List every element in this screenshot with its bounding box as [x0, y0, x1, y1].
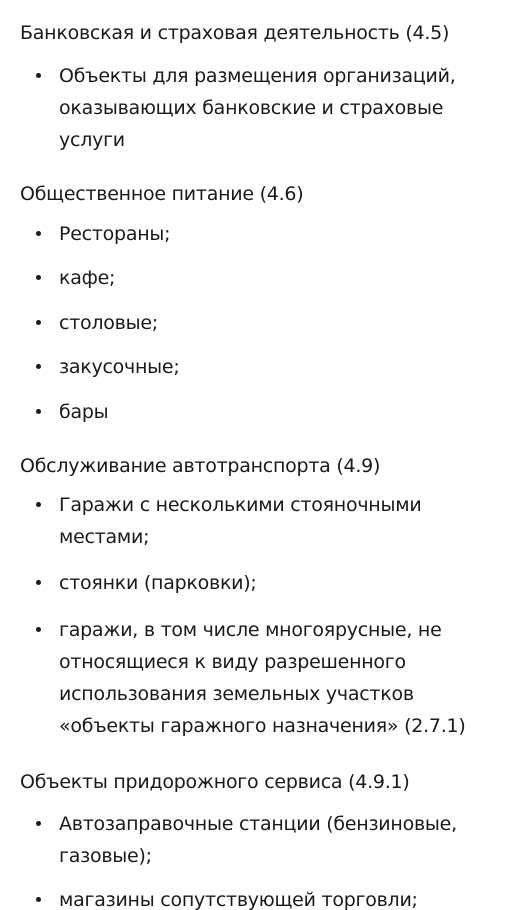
list-item-text: бары — [59, 401, 109, 423]
list-item-text: магазины сопутствующей торговли; — [59, 889, 418, 910]
bullet-icon — [36, 73, 41, 78]
list-item-text: Гаражи с несколькими стояночными местами; — [59, 494, 422, 548]
bullet-icon — [36, 320, 41, 325]
bullet-icon — [36, 231, 41, 236]
bullet-icon — [36, 627, 41, 632]
bullet-icon — [36, 821, 41, 826]
list-item-text: столовые; — [59, 312, 158, 334]
bullet-icon — [36, 580, 41, 585]
section-heading: Объекты придорожного сервиса (4.9.1) — [20, 771, 410, 793]
section-heading: Банковская и страховая деятельность (4.5) — [20, 22, 450, 44]
section-heading: Общественное питание (4.6) — [20, 183, 304, 205]
bullet-icon — [36, 409, 41, 414]
list-item-text: кафе; — [59, 267, 116, 289]
list-item-text: Объекты для размещения организаций, оказывающих банковские и страховые услуги — [59, 65, 456, 151]
bullet-icon — [36, 364, 41, 369]
list-item-text: Рестораны; — [59, 223, 171, 245]
bullet-icon — [36, 897, 41, 902]
list-item-text: гаражи, в том числе многоярусные, не относящиеся к виду разрешенного использования земельных участков «объекты гаражного назначения» (2.7.1) — [59, 619, 466, 737]
section-heading: Обслуживание автотранспорта (4.9) — [20, 455, 381, 477]
list-item-text: закусочные; — [59, 356, 180, 378]
bullet-icon — [36, 275, 41, 280]
bullet-icon — [36, 502, 41, 507]
list-item-text: Автозаправочные станции (бензиновые, газовые); — [59, 813, 457, 867]
list-item-text: стоянки (парковки); — [59, 572, 257, 594]
